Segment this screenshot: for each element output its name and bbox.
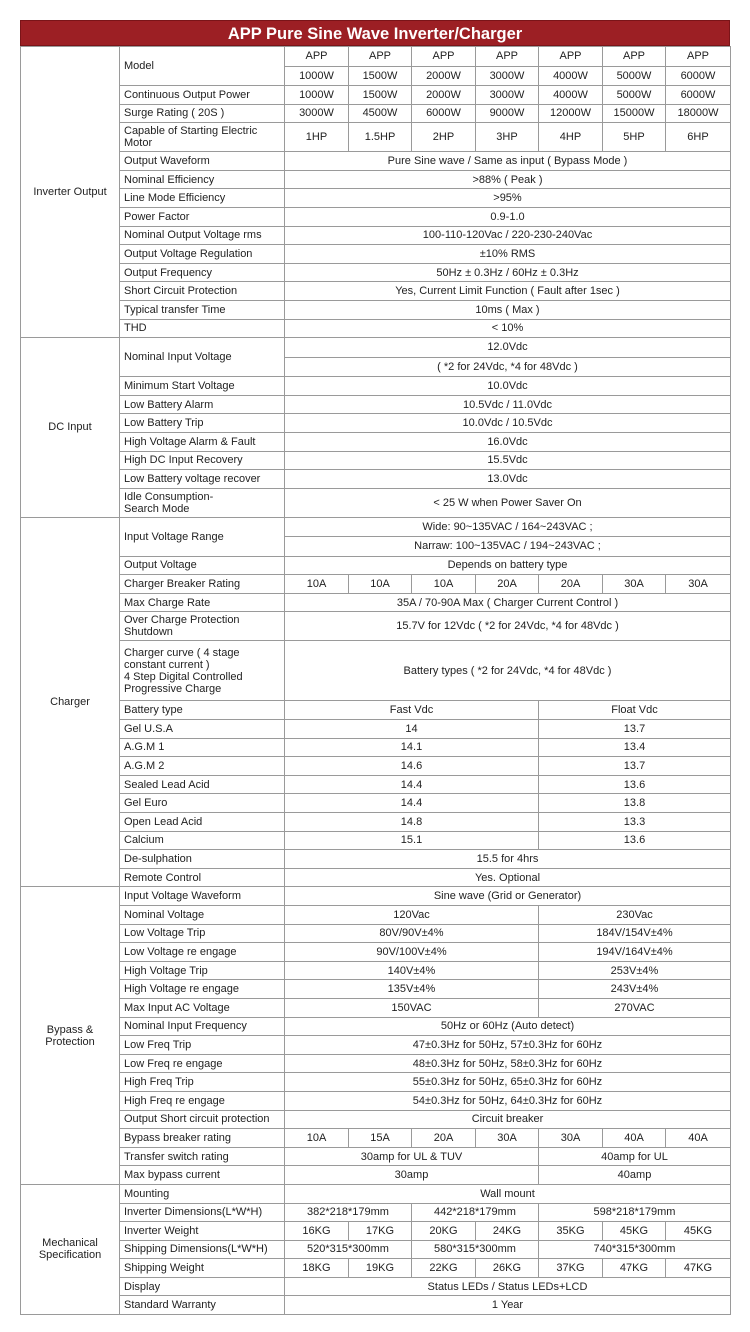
- spec-value: 13.3: [539, 813, 731, 832]
- spec-value: 15.1: [285, 831, 539, 850]
- spec-value: 14.8: [285, 813, 539, 832]
- spec-row: [21, 612, 731, 641]
- spec-row: [21, 1240, 731, 1259]
- spec-label: Short Circuit Protection: [120, 282, 285, 301]
- spec-row: [21, 414, 731, 433]
- spec-row: [21, 207, 731, 226]
- spec-label: Charger Breaker Rating: [120, 575, 285, 594]
- spec-label: Nominal Input Frequency: [120, 1017, 285, 1036]
- spec-row: [21, 701, 731, 720]
- spec-row: [21, 377, 731, 396]
- spec-value: 4500W: [349, 104, 412, 123]
- spec-label: High Voltage re engage: [120, 980, 285, 999]
- spec-value: APP: [349, 47, 412, 67]
- spec-value: 30A: [476, 1129, 539, 1148]
- spec-value: 520*315*300mm: [285, 1240, 412, 1259]
- spec-row: [21, 980, 731, 999]
- spec-row: [21, 850, 731, 869]
- spec-value: Float Vdc: [539, 701, 731, 720]
- spec-value: 194V/164V±4%: [539, 943, 731, 962]
- spec-label: Transfer switch rating: [120, 1147, 285, 1166]
- spec-value: 2HP: [412, 123, 476, 152]
- spec-value: 40amp: [539, 1166, 731, 1185]
- spec-row: [21, 451, 731, 470]
- spec-label: Nominal Input Voltage: [120, 338, 285, 377]
- spec-row: [21, 47, 731, 67]
- spec-value: 0.9-1.0: [285, 207, 731, 226]
- spec-label: Display: [120, 1277, 285, 1296]
- section-label: Bypass & Protection: [21, 887, 120, 1185]
- spec-value: Pure Sine wave / Same as input ( Bypass Mode ): [285, 152, 731, 171]
- spec-label: High DC Input Recovery: [120, 451, 285, 470]
- spec-label: Low Battery Trip: [120, 414, 285, 433]
- spec-row: [21, 1073, 731, 1092]
- spec-value: 120Vac: [285, 906, 539, 925]
- spec-row: [21, 1091, 731, 1110]
- spec-label: A.G.M 2: [120, 757, 285, 776]
- spec-value: 2000W: [412, 66, 476, 86]
- spec-value: 10A: [412, 575, 476, 594]
- spec-label: THD: [120, 319, 285, 338]
- spec-value: 230Vac: [539, 906, 731, 925]
- spec-row: [21, 104, 731, 123]
- spec-value: 14: [285, 720, 539, 739]
- spec-value: 4HP: [539, 123, 603, 152]
- spec-label: Line Mode Efficiency: [120, 189, 285, 208]
- spec-value: 442*218*179mm: [412, 1203, 539, 1222]
- spec-value: 15A: [349, 1129, 412, 1148]
- spec-value: 1HP: [285, 123, 349, 152]
- spec-value: 19KG: [349, 1259, 412, 1278]
- spec-row: [21, 1184, 731, 1203]
- spec-value: 45KG: [603, 1222, 666, 1241]
- spec-value: 12000W: [539, 104, 603, 123]
- spec-label: Low Battery voltage recover: [120, 470, 285, 489]
- spec-label: Output Frequency: [120, 263, 285, 282]
- spec-label: Capable of Starting Electric Motor: [120, 123, 285, 152]
- spec-value: 184V/154V±4%: [539, 924, 731, 943]
- spec-value: 10A: [285, 575, 349, 594]
- spec-label: Minimum Start Voltage: [120, 377, 285, 396]
- spec-row: [21, 1110, 731, 1129]
- spec-label: De-sulphation: [120, 850, 285, 869]
- section-label: Mechanical Specification: [21, 1184, 120, 1314]
- spec-row: [21, 1259, 731, 1278]
- spec-value: 6000W: [666, 66, 731, 86]
- spec-value: Yes, Current Limit Function ( Fault after 1sec ): [285, 282, 731, 301]
- spec-value: 10.0Vdc: [285, 377, 731, 396]
- spec-label: Typical transfer Time: [120, 300, 285, 319]
- spec-row: [21, 152, 731, 171]
- spec-row: [21, 432, 731, 451]
- spec-value: 2000W: [412, 86, 476, 105]
- spec-value: 13.7: [539, 720, 731, 739]
- spec-value: 13.4: [539, 738, 731, 757]
- spec-value: 16KG: [285, 1222, 349, 1241]
- spec-value: APP: [412, 47, 476, 67]
- spec-label: Model: [120, 47, 285, 86]
- spec-label: Standard Warranty: [120, 1296, 285, 1315]
- spec-value: 580*315*300mm: [412, 1240, 539, 1259]
- spec-value: 1000W: [285, 66, 349, 86]
- spec-value: 1500W: [349, 66, 412, 86]
- spec-value: 100-110-120Vac / 220-230-240Vac: [285, 226, 731, 245]
- spec-row: [21, 86, 731, 105]
- spec-label: Output Waveform: [120, 152, 285, 171]
- spec-value: 10.5Vdc / 11.0Vdc: [285, 395, 731, 414]
- spec-value: 1000W: [285, 86, 349, 105]
- spec-value: 30A: [603, 575, 666, 594]
- spec-value: 26KG: [476, 1259, 539, 1278]
- spec-label: Open Lead Acid: [120, 813, 285, 832]
- spec-value: 10A: [285, 1129, 349, 1148]
- spec-value: 20A: [412, 1129, 476, 1148]
- spec-label: Mounting: [120, 1184, 285, 1203]
- spec-value: 5000W: [603, 86, 666, 105]
- spec-value: 13.0Vdc: [285, 470, 731, 489]
- spec-value: 15.5Vdc: [285, 451, 731, 470]
- spec-label: Power Factor: [120, 207, 285, 226]
- spec-row: [21, 906, 731, 925]
- spec-row: [21, 943, 731, 962]
- spec-value: 30amp for UL & TUV: [285, 1147, 539, 1166]
- spec-row: [21, 245, 731, 264]
- spec-label: Nominal Output Voltage rms: [120, 226, 285, 245]
- spec-value: APP: [476, 47, 539, 67]
- spec-label: Output Voltage: [120, 556, 285, 575]
- spec-row: [21, 1017, 731, 1036]
- spec-label: Battery type: [120, 701, 285, 720]
- spec-value: 40amp for UL: [539, 1147, 731, 1166]
- spec-value: 40A: [603, 1129, 666, 1148]
- spec-row: [21, 1296, 731, 1315]
- spec-value: 740*315*300mm: [539, 1240, 731, 1259]
- spec-value: < 25 W when Power Saver On: [285, 488, 731, 517]
- spec-row: [21, 123, 731, 152]
- spec-value: 150VAC: [285, 998, 539, 1017]
- spec-label: Inverter Dimensions(L*W*H): [120, 1203, 285, 1222]
- spec-value: Circuit breaker: [285, 1110, 731, 1129]
- spec-row: [21, 1166, 731, 1185]
- spec-value: APP: [666, 47, 731, 67]
- section-label: Charger: [21, 517, 120, 887]
- section-label: DC Input: [21, 338, 120, 518]
- spec-value: 90V/100V±4%: [285, 943, 539, 962]
- spec-row: [21, 556, 731, 575]
- spec-row: [21, 924, 731, 943]
- spec-value: 40A: [666, 1129, 731, 1148]
- spec-label: Low Freq re engage: [120, 1054, 285, 1073]
- spec-value: 47±0.3Hz for 50Hz, 57±0.3Hz for 60Hz: [285, 1036, 731, 1055]
- spec-value: Status LEDs / Status LEDs+LCD: [285, 1277, 731, 1296]
- spec-table: [20, 46, 731, 1315]
- spec-value: 1 Year: [285, 1296, 731, 1315]
- spec-label: Nominal Voltage: [120, 906, 285, 925]
- spec-label: Output Short circuit protection: [120, 1110, 285, 1129]
- spec-value: 15.5 for 4hrs: [285, 850, 731, 869]
- spec-value: 54±0.3Hz for 50Hz, 64±0.3Hz for 60Hz: [285, 1091, 731, 1110]
- spec-value: ±10% RMS: [285, 245, 731, 264]
- spec-row: [21, 488, 731, 517]
- spec-label: Gel U.S.A: [120, 720, 285, 739]
- spec-value: 47KG: [666, 1259, 731, 1278]
- spec-value: 4000W: [539, 86, 603, 105]
- spec-value: 30A: [666, 575, 731, 594]
- spec-value: 35KG: [539, 1222, 603, 1241]
- spec-value: 50Hz or 60Hz (Auto detect): [285, 1017, 731, 1036]
- spec-label: Charger curve ( 4 stage constant current ) 4 Step Digital Controlled Progressive Charge: [120, 641, 285, 701]
- spec-value: 10ms ( Max ): [285, 300, 731, 319]
- spec-value: 135V±4%: [285, 980, 539, 999]
- spec-value: APP: [539, 47, 603, 67]
- spec-row: [21, 300, 731, 319]
- spec-label: Continuous Output Power: [120, 86, 285, 105]
- spec-value: 35A / 70-90A Max ( Charger Current Control ): [285, 593, 731, 612]
- spec-row: [21, 794, 731, 813]
- spec-label: Remote Control: [120, 868, 285, 887]
- spec-value: 14.1: [285, 738, 539, 757]
- spec-label: Output Voltage Regulation: [120, 245, 285, 264]
- spec-row: [21, 319, 731, 338]
- spec-value: 45KG: [666, 1222, 731, 1241]
- spec-value: 140V±4%: [285, 961, 539, 980]
- spec-value: Wall mount: [285, 1184, 731, 1203]
- spec-label: Sealed Lead Acid: [120, 775, 285, 794]
- spec-row: [21, 470, 731, 489]
- spec-value: 13.8: [539, 794, 731, 813]
- spec-value: 17KG: [349, 1222, 412, 1241]
- spec-label: High Freq re engage: [120, 1091, 285, 1110]
- spec-value: 14.4: [285, 775, 539, 794]
- spec-row: [21, 575, 731, 594]
- spec-row: [21, 1036, 731, 1055]
- spec-value: 18000W: [666, 104, 731, 123]
- spec-value: APP: [285, 47, 349, 67]
- spec-label: Calcium: [120, 831, 285, 850]
- spec-value: Battery types ( *2 for 24Vdc, *4 for 48Vdc ): [285, 641, 731, 701]
- spec-row: [21, 1147, 731, 1166]
- spec-value: 253V±4%: [539, 961, 731, 980]
- spec-value: Fast Vdc: [285, 701, 539, 720]
- spec-value: < 10%: [285, 319, 731, 338]
- spec-value: 13.7: [539, 757, 731, 776]
- spec-row: [21, 517, 731, 537]
- spec-label: Nominal Efficiency: [120, 170, 285, 189]
- spec-value: 3000W: [285, 104, 349, 123]
- spec-row: [21, 395, 731, 414]
- spec-value: 5HP: [603, 123, 666, 152]
- spec-row: [21, 189, 731, 208]
- spec-row: [21, 775, 731, 794]
- spec-row: [21, 282, 731, 301]
- spec-row: [21, 868, 731, 887]
- spec-value: 20A: [539, 575, 603, 594]
- spec-value: 24KG: [476, 1222, 539, 1241]
- spec-value: Sine wave (Grid or Generator): [285, 887, 731, 906]
- spec-value: 3000W: [476, 86, 539, 105]
- spec-value: 6000W: [666, 86, 731, 105]
- spec-label: Over Charge Protection Shutdown: [120, 612, 285, 641]
- spec-value: 20A: [476, 575, 539, 594]
- spec-label: Max Input AC Voltage: [120, 998, 285, 1017]
- spec-value: Yes. Optional: [285, 868, 731, 887]
- spec-value: 10.0Vdc / 10.5Vdc: [285, 414, 731, 433]
- spec-value: >95%: [285, 189, 731, 208]
- spec-sheet: [20, 20, 730, 1315]
- spec-value: 30A: [539, 1129, 603, 1148]
- spec-value: APP: [603, 47, 666, 67]
- spec-row: [21, 1277, 731, 1296]
- spec-label: Low Freq Trip: [120, 1036, 285, 1055]
- spec-value: Depends on battery type: [285, 556, 731, 575]
- spec-value: 9000W: [476, 104, 539, 123]
- spec-row: [21, 831, 731, 850]
- spec-value: 5000W: [603, 66, 666, 86]
- spec-label: Max bypass current: [120, 1166, 285, 1185]
- spec-value: ( *2 for 24Vdc, *4 for 48Vdc ): [285, 357, 731, 377]
- spec-label: High Voltage Alarm & Fault: [120, 432, 285, 451]
- spec-value: Narraw: 100~135VAC / 194~243VAC ;: [285, 537, 731, 557]
- spec-label: Bypass breaker rating: [120, 1129, 285, 1148]
- spec-value: 270VAC: [539, 998, 731, 1017]
- spec-row: [21, 757, 731, 776]
- spec-value: 14.6: [285, 757, 539, 776]
- spec-row: [21, 641, 731, 701]
- spec-row: [21, 1203, 731, 1222]
- spec-row: [21, 226, 731, 245]
- spec-label: Shipping Weight: [120, 1259, 285, 1278]
- spec-row: [21, 1054, 731, 1073]
- spec-value: 1.5HP: [349, 123, 412, 152]
- spec-row: [21, 887, 731, 906]
- spec-row: [21, 263, 731, 282]
- spec-label: Input Voltage Range: [120, 517, 285, 556]
- spec-value: 22KG: [412, 1259, 476, 1278]
- spec-value: 6000W: [412, 104, 476, 123]
- spec-value: 16.0Vdc: [285, 432, 731, 451]
- spec-value: 15.7V for 12Vdc ( *2 for 24Vdc, *4 for 48Vdc ): [285, 612, 731, 641]
- spec-value: >88% ( Peak ): [285, 170, 731, 189]
- spec-value: 15000W: [603, 104, 666, 123]
- spec-label: A.G.M 1: [120, 738, 285, 757]
- spec-value: 12.0Vdc: [285, 338, 731, 358]
- spec-label: Idle Consumption- Search Mode: [120, 488, 285, 517]
- spec-value: 18KG: [285, 1259, 349, 1278]
- spec-label: Input Voltage Waveform: [120, 887, 285, 906]
- section-label: Inverter Output: [21, 47, 120, 338]
- spec-row: [21, 738, 731, 757]
- sheet-title: APP Pure Sine Wave Inverter/Charger: [20, 20, 730, 46]
- spec-label: High Voltage Trip: [120, 961, 285, 980]
- spec-value: 243V±4%: [539, 980, 731, 999]
- spec-value: 14.4: [285, 794, 539, 813]
- spec-label: Shipping Dimensions(L*W*H): [120, 1240, 285, 1259]
- spec-label: Gel Euro: [120, 794, 285, 813]
- spec-row: [21, 998, 731, 1017]
- spec-value: 20KG: [412, 1222, 476, 1241]
- spec-value: 3HP: [476, 123, 539, 152]
- spec-value: Wide: 90~135VAC / 164~243VAC ;: [285, 517, 731, 537]
- spec-label: Low Voltage Trip: [120, 924, 285, 943]
- spec-row: [21, 338, 731, 358]
- spec-label: Inverter Weight: [120, 1222, 285, 1241]
- spec-row: [21, 961, 731, 980]
- spec-row: [21, 170, 731, 189]
- spec-row: [21, 1222, 731, 1241]
- spec-value: 3000W: [476, 66, 539, 86]
- spec-value: 37KG: [539, 1259, 603, 1278]
- spec-value: 6HP: [666, 123, 731, 152]
- spec-value: 382*218*179mm: [285, 1203, 412, 1222]
- spec-row: [21, 593, 731, 612]
- spec-value: 598*218*179mm: [539, 1203, 731, 1222]
- spec-value: 30amp: [285, 1166, 539, 1185]
- spec-row: [21, 813, 731, 832]
- spec-value: 47KG: [603, 1259, 666, 1278]
- spec-value: 80V/90V±4%: [285, 924, 539, 943]
- spec-value: 4000W: [539, 66, 603, 86]
- spec-label: High Freq Trip: [120, 1073, 285, 1092]
- spec-value: 13.6: [539, 775, 731, 794]
- spec-label: Max Charge Rate: [120, 593, 285, 612]
- spec-row: [21, 1129, 731, 1148]
- spec-value: 13.6: [539, 831, 731, 850]
- spec-label: Surge Rating ( 20S ): [120, 104, 285, 123]
- spec-value: 1500W: [349, 86, 412, 105]
- spec-value: 50Hz ± 0.3Hz / 60Hz ± 0.3Hz: [285, 263, 731, 282]
- spec-label: Low Voltage re engage: [120, 943, 285, 962]
- spec-row: [21, 720, 731, 739]
- spec-value: 48±0.3Hz for 50Hz, 58±0.3Hz for 60Hz: [285, 1054, 731, 1073]
- spec-value: 10A: [349, 575, 412, 594]
- spec-label: Low Battery Alarm: [120, 395, 285, 414]
- spec-value: 55±0.3Hz for 50Hz, 65±0.3Hz for 60Hz: [285, 1073, 731, 1092]
